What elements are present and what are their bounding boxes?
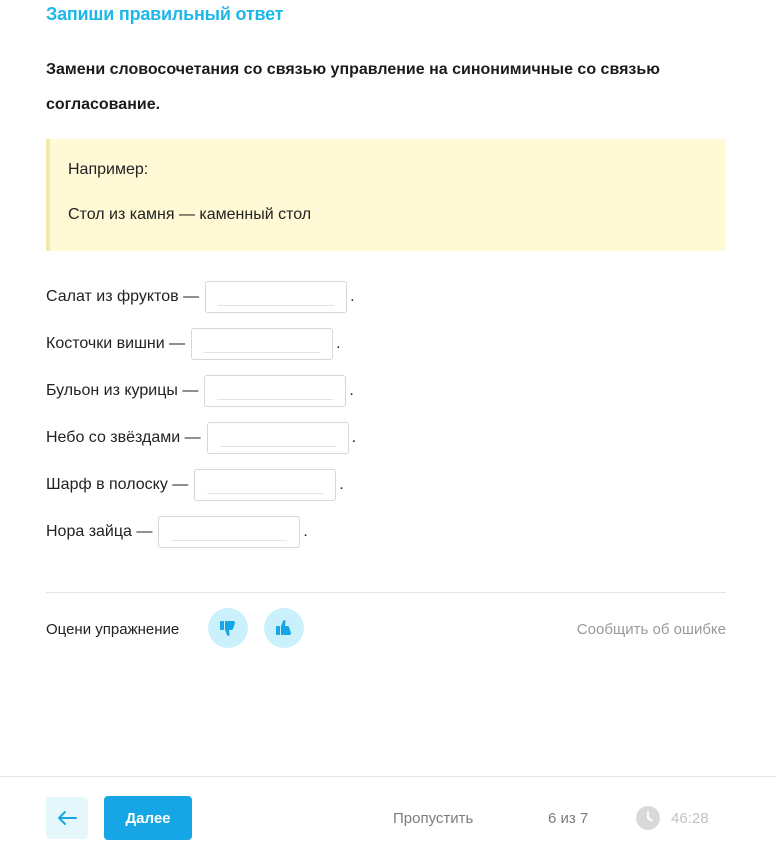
like-button[interactable] [264, 608, 304, 648]
answer-input[interactable] [194, 469, 336, 501]
skip-button[interactable]: Пропустить [393, 810, 474, 827]
answer-prompt: Небо со звёздами — [46, 429, 201, 446]
answer-input[interactable] [205, 281, 347, 313]
answer-suffix: . [336, 335, 341, 352]
example-text: Стол из камня — каменный стол [68, 206, 312, 223]
answer-prompt: Косточки вишни — [46, 335, 186, 352]
answer-input[interactable] [158, 516, 300, 548]
dislike-button[interactable] [208, 608, 248, 648]
answer-suffix: . [349, 382, 354, 399]
answer-suffix: . [339, 476, 344, 493]
answer-input[interactable] [191, 328, 333, 360]
answer-prompt: Салат из фруктов — [46, 288, 200, 305]
example-box [46, 139, 726, 251]
back-button[interactable] [46, 797, 88, 839]
answer-row [46, 421, 356, 455]
answer-row [46, 468, 344, 502]
rating-label: Оцени упражнение [46, 621, 180, 638]
clock-icon [636, 806, 660, 830]
thumbs-down-icon [218, 618, 238, 638]
task-instruction: Замени словосочетания со связью управление на синонимичные со связью согласование. [46, 61, 660, 113]
answer-row [46, 515, 308, 549]
next-button[interactable]: Далее [104, 796, 192, 840]
thumbs-up-icon [274, 618, 294, 638]
answer-row [46, 280, 355, 314]
footer-divider [0, 776, 776, 777]
task-title: Запиши правильный ответ [46, 4, 284, 24]
answer-row [46, 327, 341, 361]
answer-suffix: . [351, 429, 357, 446]
answer-prompt: Нора зайца — [46, 523, 153, 540]
divider [46, 592, 726, 593]
report-error-link[interactable]: Сообщить об ошибке [576, 621, 726, 638]
answer-input[interactable] [207, 422, 349, 454]
arrow-left-icon [56, 810, 78, 826]
answer-suffix: . [350, 288, 355, 305]
timer: 46:28 [671, 810, 709, 827]
answer-suffix: . [303, 523, 308, 540]
answer-prompt: Шарф в полоску — [46, 476, 189, 493]
example-label: Например: [68, 161, 149, 178]
clock-hands [636, 806, 660, 830]
answer-row [46, 374, 354, 408]
answer-prompt: Бульон из курицы — [46, 382, 199, 399]
progress-indicator: 6 из 7 [548, 810, 589, 827]
answer-input[interactable] [204, 375, 346, 407]
